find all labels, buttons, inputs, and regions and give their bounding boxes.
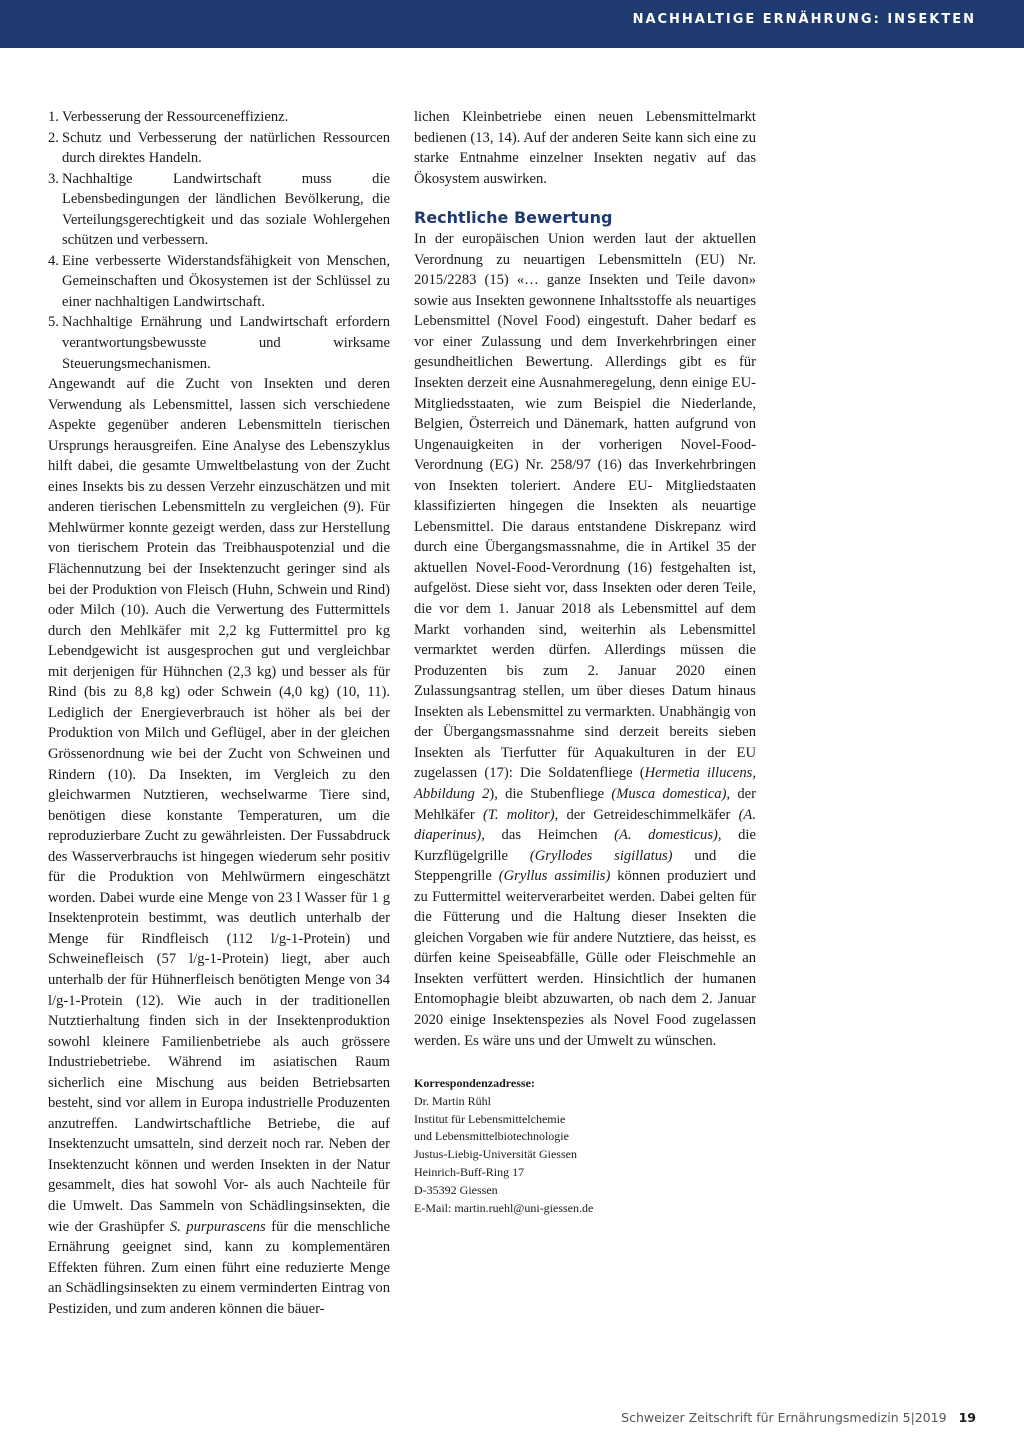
page-footer: [621, 1410, 976, 1425]
list-text: Verbesserung der Ressourceneffizienz.: [62, 109, 289, 125]
paragraph-text: , die Kurzflügelgrille: [414, 827, 756, 864]
species-name: (A. diaperinus): [414, 806, 756, 844]
species-name: (Gryllodes sigillatus): [529, 847, 673, 864]
header-bar: [0, 0, 1024, 48]
list-number: 4.: [48, 252, 59, 269]
right-column: [414, 107, 756, 1217]
species-name: (Gryllus assimilis): [498, 868, 611, 885]
list-number: 5.: [48, 314, 59, 331]
contact-line: D-35392 Giessen: [414, 1182, 498, 1197]
list-number: 1.: [48, 109, 59, 125]
list-text: Schutz und Verbesserung der natürlichen Ressourcen durch direktes Handeln.: [62, 129, 390, 167]
paragraph-text: Angewandt auf die Zucht von Insekten und deren Verwendung als Lebensmittel, lassen sich verschiedene Aspekte gegenüber anderen Lebensmitteln tierischen Ursprungs herausgreifen. Eine Analyse des Lebenszyklus hilft dabei, die gesamte Umweltbelastung von der Zucht eines Insekts bis zu dessen Verzehr einzuschätzen und mit anderen tierischen Lebensmitteln zu vergleichen (9). Für Mehlwürmer konnte gezeigt werden, dass zur Herstellung von tierischem Protein das Treibhauspotenzial und die Flächennutzung bei der Insektenzucht geringer sind als bei der Produktion von Fleisch (Huhn, Schwein und Rind) oder Milch (10). Auch die Verwertung des Futtermittels durch den Mehlkäfer mit 2,2 kg Futtermittel pro kg Lebendgewicht ist ausgesprochen gut und vergleichbar mit derjenigen für Hühnchen (2,3 kg) und besser als für Rind (bis zu 8,8 kg) oder Schwein (4,0 kg) (10, 11). Lediglich der Energieverbrauch ist höher als bei der Produktion von Milch und Geflügel, aber in der gleichen Grössenordnung wie bei der Zucht von Schweinen und Rindern (10). Da Insekten, im Vergleich zu den gleichwarmen Nutztieren, wechselwarme Tiere sind, benötigen diese konstante Temperaturen, um die reproduzierbare Zucht zu gewährleisten. Der Fussabdruck des Wasserverbrauchs ist hingegen wiederum sehr positiv für die Produktion von Mehlwürmern eingeschätzt worden. Dabei wurde eine Menge von 23 l Wasser für 1 g Insektenprotein bestimmt, was deutlich unterhalb der Menge für Rindfleisch (112 l/g-1-Protein) und Schweinefleisch (57 l/g-1-Protein) liegt, aber auch unterhalb der für Hühnerfleisch benötigten Menge von 34 l/g-1-Protein (12). Wie auch in der traditionellen Nutztierhaltung finden sich in der Insektenproduktion sowohl kleinere Familienbetriebe als auch grössere Industriebetriebe. Während im asiatischen Raum sicherlich eine Mischung aus beiden Betriebsarten besteht, sind vor allem in Europa industrielle Produzenten anzutreffen. Landwirtschaftliche Betriebe, die auf Insektenzucht umsatteln, sind derzeit noch rar. Neben der Insektenzucht können und werden Insekten in der Natur gesammelt, dies hat sowohl Vor- als auch Nachteile für die Umwelt. Das Sammeln von Schädlingsinsekten, die wie der Grashüpfer: [48, 376, 390, 1235]
contact-line: und Lebensmittelbiotechnologie: [414, 1129, 569, 1144]
paragraph-text: und die Steppengrille: [414, 847, 756, 885]
contact-line: Dr. Martin Rühl: [414, 1093, 491, 1108]
list-text: Nachhaltige Landwirtschaft muss die Lebensbedingungen der ländlichen Bevölkerung, die Verteilungsgerechtigkeit und das soziale Wohlergehen schützen und verbessern.: [62, 170, 390, 249]
list-number: 3.: [48, 170, 59, 187]
paragraph-text: In der europäischen Union werden laut der aktuellen Verordnung zu neuartigen Lebensmitteln (EU) Nr. 2015/2283 (15) «… ganze Insekten und Teile davon» sowie aus Insekten gewonnene Inhaltsstoffe als neuartiges Lebensmittel (Novel Food) eingestuft. Daher bedarf es vor einer Zulassung und dem Inverkehrbringen einer gesundheitlichen Bewertung. Allerdings gibt es für Insekten derzeit eine Ausnahmeregelung, denn einige EU-Mitgliedsstaaten, wie zum Beispiel die Niederlande, Belgien, Österreich und Dänemark, hatten aufgrund von Ungenauigkeiten in der vorherigen Novel-Food-Verordnung (EG) Nr. 258/97 (16) das Inverkehrbringen von Insekten toleriert. Andere EU- Mitgliedstaaten klassifizierten hingegen die Insekten als neuartige Lebensmittel. Die daraus entstandene Diskrepanz wird durch eine Übergangsmassnahme, die in Artikel 35 der aktuellen Novel-Food-Verordnung (16) festgehalten ist, aufgelöst. Diese sieht vor, dass Insekten oder deren Teile, die vor dem 1. Januar 2018 als Lebensmittel auf dem Markt vorhanden sind, weiterhin als Lebensmittel vermarktet werden dürfen. Allerdings müssen die Produzenten bis zum 2. Januar 2020 einen Zulassungsantrag stellen, um über dieses Datum hinaus Insekten als Lebensmittel zu vermarkten. Unabhängig von der Übergangsmassnahme sind derzeit bereits sieben Insekten als Tierfutter für Aquakulturen in der EU zugelassen (17): Die Soldatenfliege (: [414, 231, 756, 782]
contact-line: Heinrich-Buff-Ring 17: [414, 1165, 525, 1180]
paragraph-text: , der Getreideschimmelkäfer: [554, 806, 739, 823]
paragraph-text: , der Mehlkäfer: [414, 785, 757, 823]
species-name: (T. molitor): [483, 806, 555, 823]
paragraph-text: für die menschliche Ernährung geeignet sind, kann zu komplementären Effekten führen. Zum einen führt eine reduzierte Menge an Schädlingsinsekten zu einem verminderten Eintrag von Pestiziden, und zum anderen können die bäuer-: [48, 1218, 390, 1317]
section-title-header: NACHHALTIGE ERNÄHRUNG: INSEKTEN: [632, 12, 976, 27]
body-paragraph: [48, 374, 390, 1319]
species-name: (A. domesticus): [614, 827, 718, 844]
contact-line: Justus-Liebig-Universität Giessen: [414, 1147, 577, 1162]
list-item: [48, 251, 390, 313]
section-heading: Rechtliche Bewertung: [414, 208, 613, 228]
numbered-list: [48, 107, 390, 374]
list-number: 2.: [48, 129, 59, 146]
body-paragraph: [414, 229, 756, 1051]
paragraph-text: ), die Stubenfliege: [489, 785, 612, 802]
page-number: 19: [958, 1410, 976, 1425]
correspondence-address: [414, 1075, 756, 1217]
list-text: Eine verbesserte Widerstandsfähigkeit von Menschen, Gemeinschaften und Ökosystemen ist der Schlüssel zu einer nachhaltigen Landwirtschaft.: [62, 252, 390, 310]
correspondence-label: Korrespondenzadresse:: [414, 1076, 535, 1091]
list-text: Nachhaltige Ernährung und Landwirtschaft erfordern verantwortungsbewusste und wirksame Steuerungsmechanismen.: [62, 314, 390, 372]
body-paragraph-continued: lichen Kleinbetriebe einen neuen Lebensmittelmarkt bedienen (13, 14). Auf der anderen Seite kann sich eine zu starke Entnahme einzelner Insekten negativ auf das Ökosystem auswirken.: [414, 109, 756, 187]
species-name: (Musca domestica): [611, 785, 727, 802]
list-item: [48, 169, 390, 251]
paragraph-text: können produziert und zu Futtermittel weiterverarbeitet werden. Dabei gelten für die Fütterung und die Haltung dieser Insekten die gleichen Vorgaben wie für andere Nutztiere, das heisst, es dürfen keine Speiseabfälle, Gülle oder Fleischmehle an Insekten verfüttert werden. Hinsichtlich der humanen Entomophagie bleibt abzuwarten, ob nach dem 2. Januar 2020 einige Insektenspezies als Novel Food zugelassen werden. Es wäre uns und der Umwelt zu wünschen.: [414, 868, 756, 1049]
journal-name: Schweizer Zeitschrift für Ernährungsmedizin 5|2019: [621, 1410, 947, 1425]
list-item: [48, 128, 390, 169]
contact-line: Institut für Lebensmittelchemie: [414, 1111, 566, 1126]
species-name: S. purpurascens: [169, 1218, 266, 1235]
paragraph-text: , das Heimchen: [481, 827, 615, 844]
left-column: [48, 107, 390, 1319]
species-name: Hermetia illucens, Abbildung 2: [414, 765, 756, 802]
contact-email: E-Mail: martin.ruehl@uni-giessen.de: [414, 1200, 594, 1215]
list-item: [48, 107, 390, 128]
list-item: [48, 312, 390, 374]
